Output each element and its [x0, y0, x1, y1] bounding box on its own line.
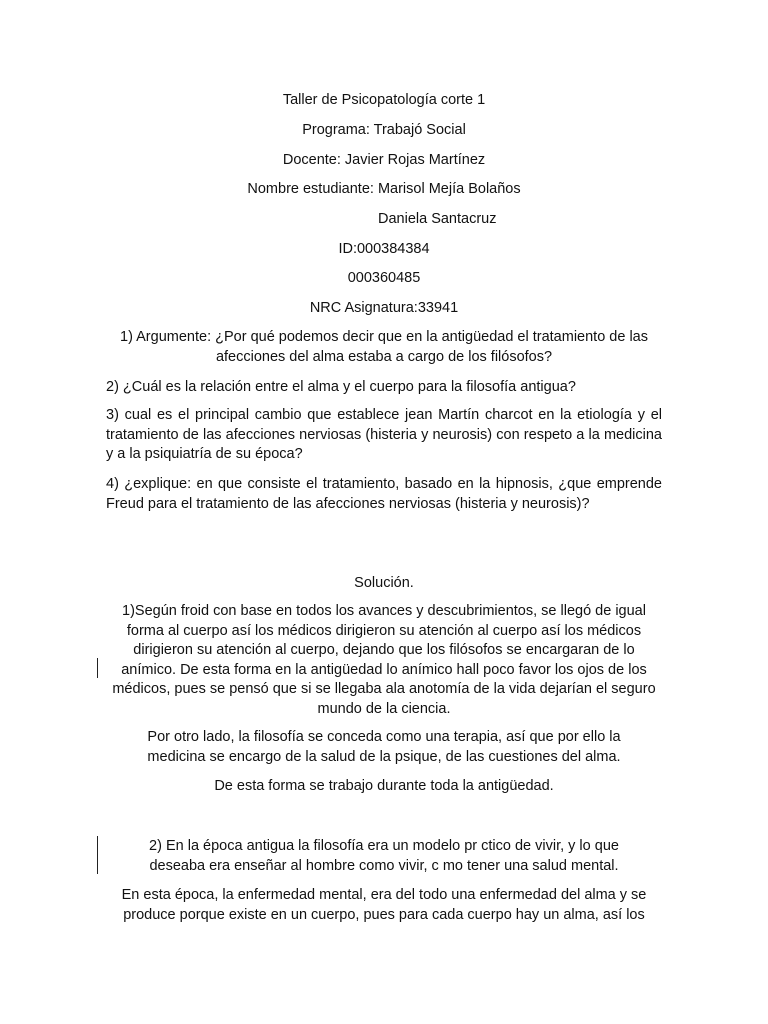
- program-line: Programa: Trabajó Social: [302, 122, 466, 138]
- change-bar: [97, 658, 98, 678]
- answer-1-paragraph-1: 1)Según froid con base en todos los avances y descubrimientos, se llegó de igual forma al cuerpo así los médicos dirigieron su atención al cuerpo así los médicos dirigieron su atención al cuerpo, dejando que los filósofos se encargaran de lo anímico. De esta forma en la antigüedad lo anímico hall poco favor los ojos de los médicos, pues se pensó que si se llegaba ala anotomía de la vida dejarían el seguro mundo de la ciencia.: [112, 603, 656, 717]
- teacher-line: Docente: Javier Rojas Martínez: [282, 152, 486, 168]
- question-4: 4) ¿explique: en que consiste el tratamiento, basado en la hipnosis, ¿que emprende Freud para el tratamiento de las afecciones nerviosas (histeria y neurosis)?: [106, 476, 662, 512]
- change-bar: [97, 836, 98, 874]
- nrc-line: NRC Asignatura:33941: [309, 300, 459, 316]
- question-1: 1) Argumente: ¿Por qué podemos decir que en la antigüedad el tratamiento de las afecciones del alma estaba a cargo de los filósofos?: [120, 329, 648, 365]
- document-title: Taller de Psicopatología corte 1: [282, 92, 486, 108]
- question-3: 3) cual es el principal cambio que establece jean Martín charcot en la etiología y el tratamiento de las afecciones nerviosas (histeria y neurosis) con respeto a la medicina y a la psiquiatría de su época?: [106, 407, 662, 463]
- second-student-line: Daniela Santacruz: [378, 211, 497, 227]
- solution-heading: Solución.: [354, 575, 414, 591]
- answer-2-paragraph-2: En esta época, la enfermedad mental, era del todo una enfermedad del alma y se produce porque existe en un cuerpo, pues para cada cuerpo hay un alma, así los: [121, 887, 647, 923]
- question-2: 2) ¿Cuál es la relación entre el alma y el cuerpo para la filosofía antigua?: [106, 379, 576, 395]
- id-line-2: 000360485: [347, 270, 421, 286]
- answer-1-paragraph-2: Por otro lado, la filosofía se conceda como una terapia, así que por ello la medicina se encargo de la salud de la psique, de las cuestiones del alma.: [147, 729, 621, 765]
- answer-1-paragraph-3: De esta forma se trabajo durante toda la antigüedad.: [214, 778, 554, 794]
- id-line-1: ID:000384384: [338, 241, 430, 257]
- student-line: Nombre estudiante: Marisol Mejía Bolaños: [247, 181, 521, 197]
- answer-2-paragraph-1: 2) En la época antigua la filosofía era un modelo pr ctico de vivir, y lo que deseaba era enseñar al hombre como vivir, c mo tener una salud mental.: [149, 838, 619, 874]
